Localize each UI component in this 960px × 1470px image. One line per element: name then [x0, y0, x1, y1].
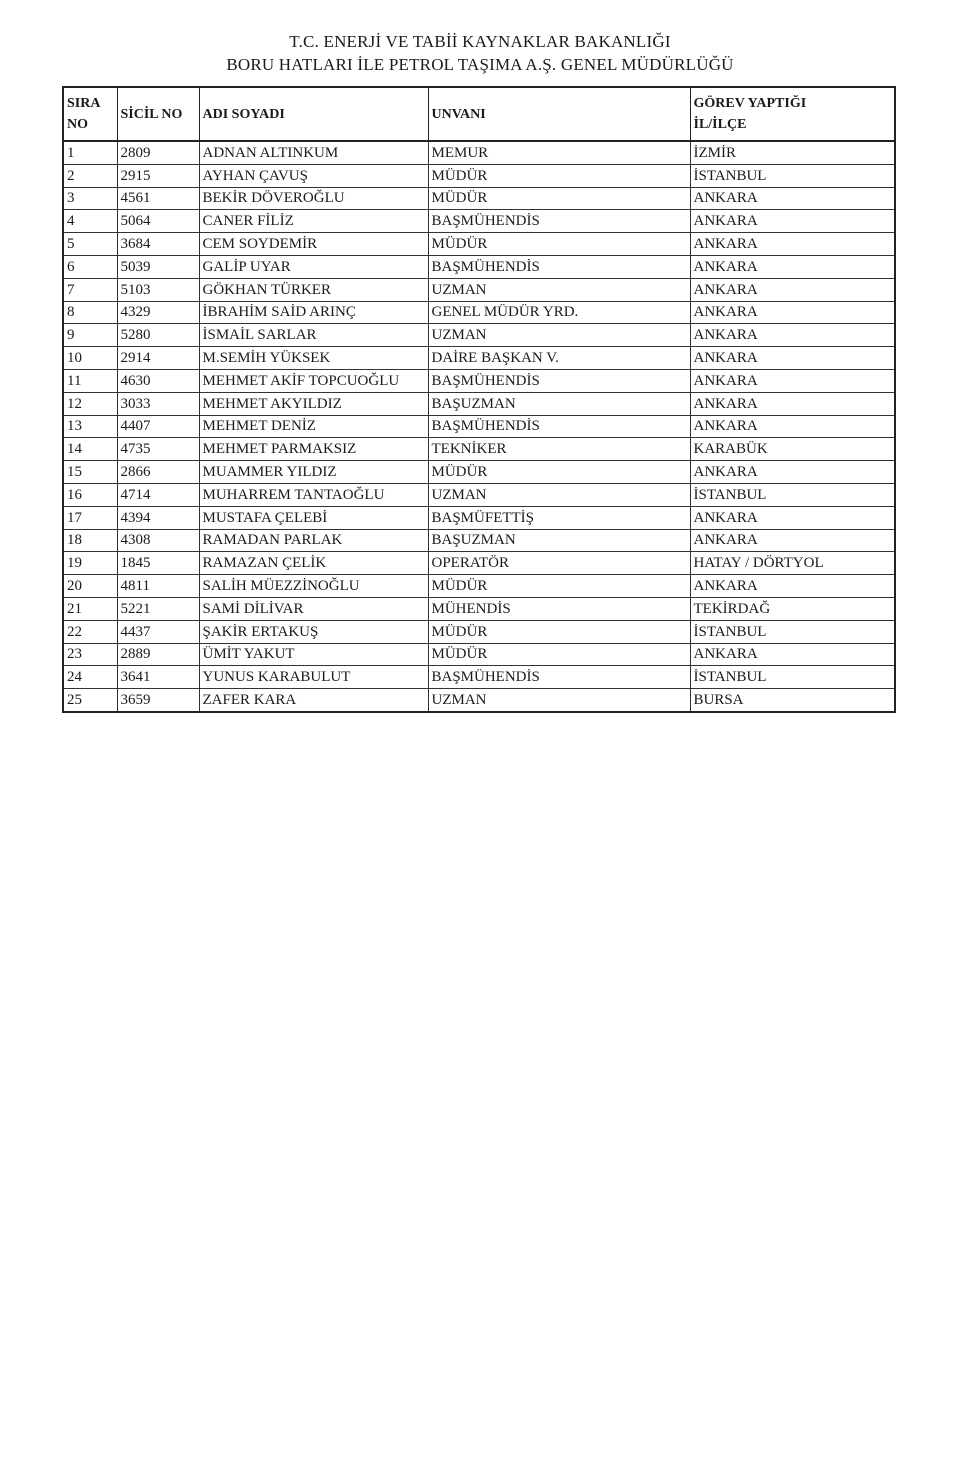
cell-location: ANKARA: [690, 529, 895, 552]
col-header-sira: SIRA NO: [63, 87, 117, 141]
table-row: [63, 324, 895, 347]
cell-sicil: 4561: [117, 187, 199, 210]
cell-title: BAŞUZMAN: [428, 529, 690, 552]
cell-title: MÜDÜR: [428, 461, 690, 484]
table-row: [63, 415, 895, 438]
cell-location: İSTANBUL: [690, 483, 895, 506]
cell-sicil: 4407: [117, 415, 199, 438]
cell-name: MEHMET PARMAKSIZ: [199, 438, 428, 461]
cell-sicil: 5280: [117, 324, 199, 347]
cell-sira: 2: [63, 164, 117, 187]
cell-sicil: 5039: [117, 255, 199, 278]
cell-location: ANKARA: [690, 643, 895, 666]
table-row: [63, 666, 895, 689]
cell-name: MEHMET AKİF TOPCUOĞLU: [199, 369, 428, 392]
cell-title: UZMAN: [428, 483, 690, 506]
cell-sira: 1: [63, 141, 117, 164]
cell-name: İBRAHİM SAİD ARINÇ: [199, 301, 428, 324]
table-row: [63, 529, 895, 552]
cell-title: BAŞMÜHENDİS: [428, 369, 690, 392]
header-ministry: T.C. ENERJİ VE TABİİ KAYNAKLAR BAKANLIĞI: [289, 32, 671, 51]
personnel-table: [62, 86, 896, 713]
cell-sicil: 5103: [117, 278, 199, 301]
cell-title: OPERATÖR: [428, 552, 690, 575]
cell-sicil: 3641: [117, 666, 199, 689]
cell-name: ÜMİT YAKUT: [199, 643, 428, 666]
cell-location: ANKARA: [690, 392, 895, 415]
table-row: [63, 278, 895, 301]
cell-sicil: 2914: [117, 347, 199, 370]
col-header-title: UNVANI: [428, 87, 690, 141]
cell-sicil: 5064: [117, 210, 199, 233]
cell-name: AYHAN ÇAVUŞ: [199, 164, 428, 187]
cell-title: MÜDÜR: [428, 164, 690, 187]
cell-location: İSTANBUL: [690, 620, 895, 643]
cell-title: MEMUR: [428, 141, 690, 164]
cell-title: MÜDÜR: [428, 575, 690, 598]
cell-sicil: 4394: [117, 506, 199, 529]
cell-name: SALİH MÜEZZİNOĞLU: [199, 575, 428, 598]
cell-title: GENEL MÜDÜR YRD.: [428, 301, 690, 324]
cell-sicil: 4735: [117, 438, 199, 461]
cell-sira: 19: [63, 552, 117, 575]
cell-name: M.SEMİH YÜKSEK: [199, 347, 428, 370]
table-row: [63, 552, 895, 575]
cell-sira: 8: [63, 301, 117, 324]
cell-sicil: 3684: [117, 233, 199, 256]
cell-title: UZMAN: [428, 324, 690, 347]
cell-location: ANKARA: [690, 461, 895, 484]
cell-sicil: 4437: [117, 620, 199, 643]
cell-location: ANKARA: [690, 369, 895, 392]
cell-title: UZMAN: [428, 278, 690, 301]
cell-name: CANER FİLİZ: [199, 210, 428, 233]
table-row: [63, 164, 895, 187]
table-row: [63, 506, 895, 529]
table-row: [63, 689, 895, 712]
cell-location: ANKARA: [690, 324, 895, 347]
table-row: [63, 141, 895, 164]
table-row: [63, 210, 895, 233]
col-header-location: GÖREV YAPTIĞI İL/İLÇE: [690, 87, 895, 141]
cell-sicil: 5221: [117, 597, 199, 620]
cell-name: ŞAKİR ERTAKUŞ: [199, 620, 428, 643]
cell-name: MUAMMER YILDIZ: [199, 461, 428, 484]
cell-sira: 24: [63, 666, 117, 689]
cell-location: ANKARA: [690, 575, 895, 598]
cell-location: ANKARA: [690, 347, 895, 370]
col-header-name: ADI SOYADI: [199, 87, 428, 141]
cell-title: MÜDÜR: [428, 187, 690, 210]
cell-location: ANKARA: [690, 210, 895, 233]
cell-location: ANKARA: [690, 187, 895, 210]
cell-location: İZMİR: [690, 141, 895, 164]
cell-title: BAŞMÜHENDİS: [428, 666, 690, 689]
cell-sicil: 4308: [117, 529, 199, 552]
table-row: [63, 255, 895, 278]
table-row: [63, 597, 895, 620]
cell-location: İSTANBUL: [690, 666, 895, 689]
cell-sicil: 2866: [117, 461, 199, 484]
cell-title: BAŞMÜHENDİS: [428, 255, 690, 278]
cell-location: KARABÜK: [690, 438, 895, 461]
cell-name: ADNAN ALTINKUM: [199, 141, 428, 164]
cell-name: RAMAZAN ÇELİK: [199, 552, 428, 575]
cell-name: GÖKHAN TÜRKER: [199, 278, 428, 301]
cell-sicil: 2915: [117, 164, 199, 187]
cell-sira: 4: [63, 210, 117, 233]
cell-name: ZAFER KARA: [199, 689, 428, 712]
table-row: [63, 620, 895, 643]
cell-title: DAİRE BAŞKAN V.: [428, 347, 690, 370]
col-header-sicil: SİCİL NO: [117, 87, 199, 141]
cell-sira: 14: [63, 438, 117, 461]
cell-title: MÜDÜR: [428, 233, 690, 256]
cell-sira: 20: [63, 575, 117, 598]
cell-sicil: 4329: [117, 301, 199, 324]
cell-name: MEHMET AKYILDIZ: [199, 392, 428, 415]
document-header: [0, 30, 960, 76]
table-row: [63, 187, 895, 210]
cell-location: ANKARA: [690, 255, 895, 278]
cell-sira: 17: [63, 506, 117, 529]
cell-location: TEKİRDAĞ: [690, 597, 895, 620]
cell-sicil: 4630: [117, 369, 199, 392]
cell-title: MÜHENDİS: [428, 597, 690, 620]
cell-title: MÜDÜR: [428, 643, 690, 666]
cell-title: BAŞMÜHENDİS: [428, 415, 690, 438]
cell-location: ANKARA: [690, 278, 895, 301]
cell-sira: 13: [63, 415, 117, 438]
cell-title: MÜDÜR: [428, 620, 690, 643]
cell-sira: 12: [63, 392, 117, 415]
cell-sira: 15: [63, 461, 117, 484]
cell-name: MUHARREM TANTAOĞLU: [199, 483, 428, 506]
cell-location: ANKARA: [690, 506, 895, 529]
cell-name: CEM SOYDEMİR: [199, 233, 428, 256]
cell-title: TEKNİKER: [428, 438, 690, 461]
cell-sira: 5: [63, 233, 117, 256]
cell-sira: 9: [63, 324, 117, 347]
table-header-row: [63, 87, 895, 141]
cell-sicil: 3659: [117, 689, 199, 712]
cell-location: HATAY / DÖRTYOL: [690, 552, 895, 575]
table-row: [63, 347, 895, 370]
cell-name: SAMİ DİLİVAR: [199, 597, 428, 620]
cell-sira: 16: [63, 483, 117, 506]
cell-name: İSMAİL SARLAR: [199, 324, 428, 347]
cell-name: GALİP UYAR: [199, 255, 428, 278]
table-row: [63, 392, 895, 415]
cell-sira: 25: [63, 689, 117, 712]
cell-name: YUNUS KARABULUT: [199, 666, 428, 689]
table-row: [63, 483, 895, 506]
cell-sira: 22: [63, 620, 117, 643]
cell-sicil: 2889: [117, 643, 199, 666]
table-row: [63, 575, 895, 598]
table-row: [63, 233, 895, 256]
cell-sicil: 3033: [117, 392, 199, 415]
cell-title: UZMAN: [428, 689, 690, 712]
table-body: [63, 141, 895, 712]
cell-sicil: 4714: [117, 483, 199, 506]
cell-name: MUSTAFA ÇELEBİ: [199, 506, 428, 529]
cell-sira: 6: [63, 255, 117, 278]
header-directorate: BORU HATLARI İLE PETROL TAŞIMA A.Ş. GENEL MÜDÜRLÜĞÜ: [226, 55, 734, 74]
cell-name: RAMADAN PARLAK: [199, 529, 428, 552]
cell-sira: 21: [63, 597, 117, 620]
cell-sicil: 1845: [117, 552, 199, 575]
cell-location: ANKARA: [690, 415, 895, 438]
cell-location: ANKARA: [690, 233, 895, 256]
cell-location: BURSA: [690, 689, 895, 712]
cell-sira: 23: [63, 643, 117, 666]
table-row: [63, 643, 895, 666]
cell-sicil: 2809: [117, 141, 199, 164]
cell-sira: 7: [63, 278, 117, 301]
cell-name: MEHMET DENİZ: [199, 415, 428, 438]
cell-sira: 10: [63, 347, 117, 370]
cell-title: BAŞMÜFETTİŞ: [428, 506, 690, 529]
cell-sira: 18: [63, 529, 117, 552]
table-row: [63, 369, 895, 392]
table-row: [63, 301, 895, 324]
cell-sira: 3: [63, 187, 117, 210]
table-row: [63, 438, 895, 461]
cell-location: ANKARA: [690, 301, 895, 324]
cell-sira: 11: [63, 369, 117, 392]
cell-title: BAŞMÜHENDİS: [428, 210, 690, 233]
cell-title: BAŞUZMAN: [428, 392, 690, 415]
table-row: [63, 461, 895, 484]
cell-location: İSTANBUL: [690, 164, 895, 187]
cell-name: BEKİR DÖVEROĞLU: [199, 187, 428, 210]
cell-sicil: 4811: [117, 575, 199, 598]
